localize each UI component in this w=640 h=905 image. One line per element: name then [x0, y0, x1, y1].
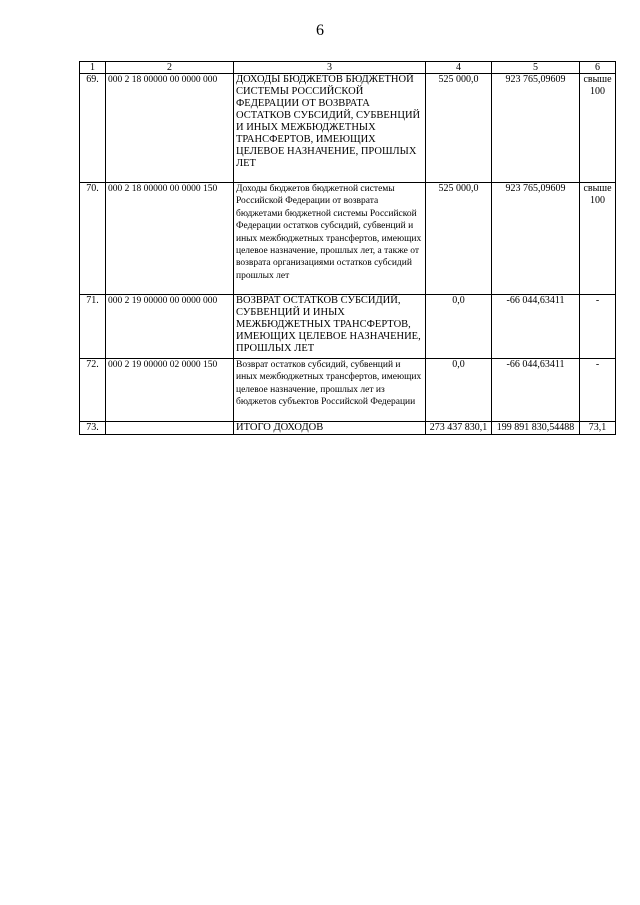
budget-code: 000 2 19 00000 00 0000 000 [106, 295, 234, 359]
header-cell: 1 [80, 62, 106, 74]
table-row [80, 74, 616, 183]
header-cell: 5 [492, 62, 580, 74]
header-cell: 4 [426, 62, 492, 74]
budget-code: 000 2 18 00000 00 0000 150 [106, 183, 234, 295]
execution-percent: свыше 100 [580, 74, 616, 183]
execution-percent: свыше 100 [580, 183, 616, 295]
revenue-name: ВОЗВРАТ ОСТАТКОВ СУБСИДИЙ, СУБВЕНЦИЙ И ИНЫХ МЕЖБЮДЖЕТНЫХ ТРАНСФЕРТОВ, ИМЕЮЩИХ ЦЕЛЕВОЕ НАЗНАЧЕНИЕ, ПРОШЛЫХ ЛЕТ [234, 295, 426, 359]
table-row [80, 295, 616, 359]
revenue-table [79, 61, 616, 435]
table-header-row [80, 62, 616, 74]
row-number: 72. [80, 359, 106, 422]
actual-amount: -66 044,63411 [492, 359, 580, 422]
revenue-name: Возврат остатков субсидий, субвенций и иных межбюджетных трансфертов, имеющих целевое назначение, прошлых лет из бюджетов субъектов Российской Федерации [234, 359, 426, 422]
plan-amount: 525 000,0 [426, 183, 492, 295]
actual-amount: 923 765,09609 [492, 183, 580, 295]
revenue-name: ИТОГО ДОХОДОВ [234, 422, 426, 435]
header-cell: 3 [234, 62, 426, 74]
budget-code: 000 2 18 00000 00 0000 000 [106, 74, 234, 183]
row-number: 70. [80, 183, 106, 295]
row-number: 69. [80, 74, 106, 183]
plan-amount: 525 000,0 [426, 74, 492, 183]
revenue-name: ДОХОДЫ БЮДЖЕТОВ БЮДЖЕТНОЙ СИСТЕМЫ РОССИЙСКОЙ ФЕДЕРАЦИИ ОТ ВОЗВРАТА ОСТАТКОВ СУБСИДИЙ, СУБВЕНЦИЙ И ИНЫХ МЕЖБЮДЖЕТНЫХ ТРАНСФЕРТОВ, ИМЕЮЩИХ ЦЕЛЕВОЕ НАЗНАЧЕНИЕ, ПРОШЛЫХ ЛЕТ [234, 74, 426, 183]
header-cell: 2 [106, 62, 234, 74]
plan-amount: 273 437 830,1 [426, 422, 492, 435]
actual-amount: 199 891 830,54488 [492, 422, 580, 435]
table-row-total [80, 422, 616, 435]
table-row [80, 359, 616, 422]
execution-percent: - [580, 295, 616, 359]
actual-amount: 923 765,09609 [492, 74, 580, 183]
revenue-name: Доходы бюджетов бюджетной системы Российской Федерации от возврата бюджетами бюджетной системы Российской Федерации остатков субсидий, субвенций и иных межбюджетных трансфертов, имеющих целевое назначение, прошлых лет, а также от возврата организациями остатков субсидий прошлых лет [234, 183, 426, 295]
budget-code: 000 2 19 00000 02 0000 150 [106, 359, 234, 422]
budget-code [106, 422, 234, 435]
row-number: 73. [80, 422, 106, 435]
page-number: 6 [316, 22, 324, 39]
plan-amount: 0,0 [426, 295, 492, 359]
execution-percent: 73,1 [580, 422, 616, 435]
plan-amount: 0,0 [426, 359, 492, 422]
header-cell: 6 [580, 62, 616, 74]
table-row [80, 183, 616, 295]
actual-amount: -66 044,63411 [492, 295, 580, 359]
execution-percent: - [580, 359, 616, 422]
row-number: 71. [80, 295, 106, 359]
